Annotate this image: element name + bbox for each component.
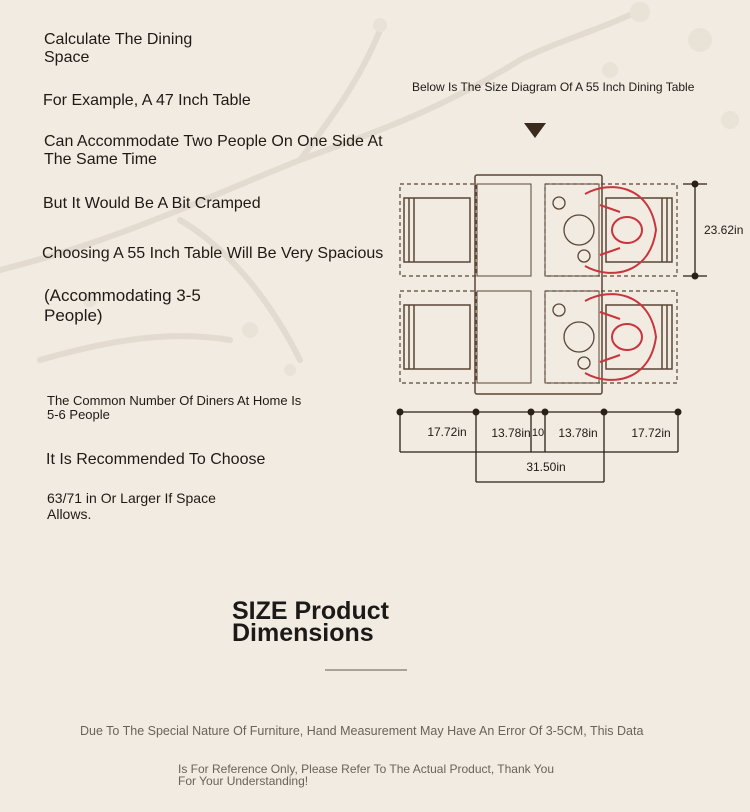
height-label: 23.62in xyxy=(704,223,744,237)
down-arrow-icon xyxy=(524,123,546,138)
total-width-label: 31.50in xyxy=(526,460,566,474)
text-larger-size: 63/71 in Or Larger If Space Allows. xyxy=(47,490,216,522)
text-common-diners: The Common Number Of Diners At Home Is 5-6 People xyxy=(47,393,302,422)
text-two-people: Can Accommodate Two People On One Side At The Same Time xyxy=(44,133,383,168)
text-47-inch-example: For Example, A 47 Inch Table xyxy=(43,92,251,109)
dining-table xyxy=(475,175,602,394)
diagram-title: Below Is The Size Diagram Of A 55 Inch Dining Table xyxy=(412,80,695,94)
measurement-note-line1: Due To The Special Nature Of Furniture, Hand Measurement May Have An Error Of 3-5CM, This Data xyxy=(80,724,644,738)
dim-label-5: 17.72in xyxy=(631,426,671,440)
chair-left-top xyxy=(404,198,470,262)
section-divider xyxy=(325,669,407,671)
dim-label-3: 10 xyxy=(531,427,545,439)
dim-label-2: 13.78in xyxy=(491,426,531,440)
text-accommodating: (Accommodating 3-5 People) xyxy=(44,286,201,325)
text-recommended: It Is Recommended To Choose xyxy=(46,451,266,468)
diner-right-top xyxy=(553,187,672,273)
text-cramped: But It Would Be A Bit Cramped xyxy=(43,195,261,212)
text-calculate-space: Calculate The Dining Space xyxy=(44,31,193,66)
chair-left-bottom xyxy=(404,305,470,369)
diner-right-bottom xyxy=(553,294,672,380)
dim-label-1: 17.72in xyxy=(427,425,467,439)
measurement-note-line2: Is For Reference Only, Please Refer To The Actual Product, Thank You For Your Understanding! xyxy=(178,762,554,788)
section-title: SIZE Product Dimensions xyxy=(232,597,389,647)
dim-label-4: 13.78in xyxy=(558,426,598,440)
text-55-inch-spacious: Choosing A 55 Inch Table Will Be Very Spacious xyxy=(42,245,384,262)
